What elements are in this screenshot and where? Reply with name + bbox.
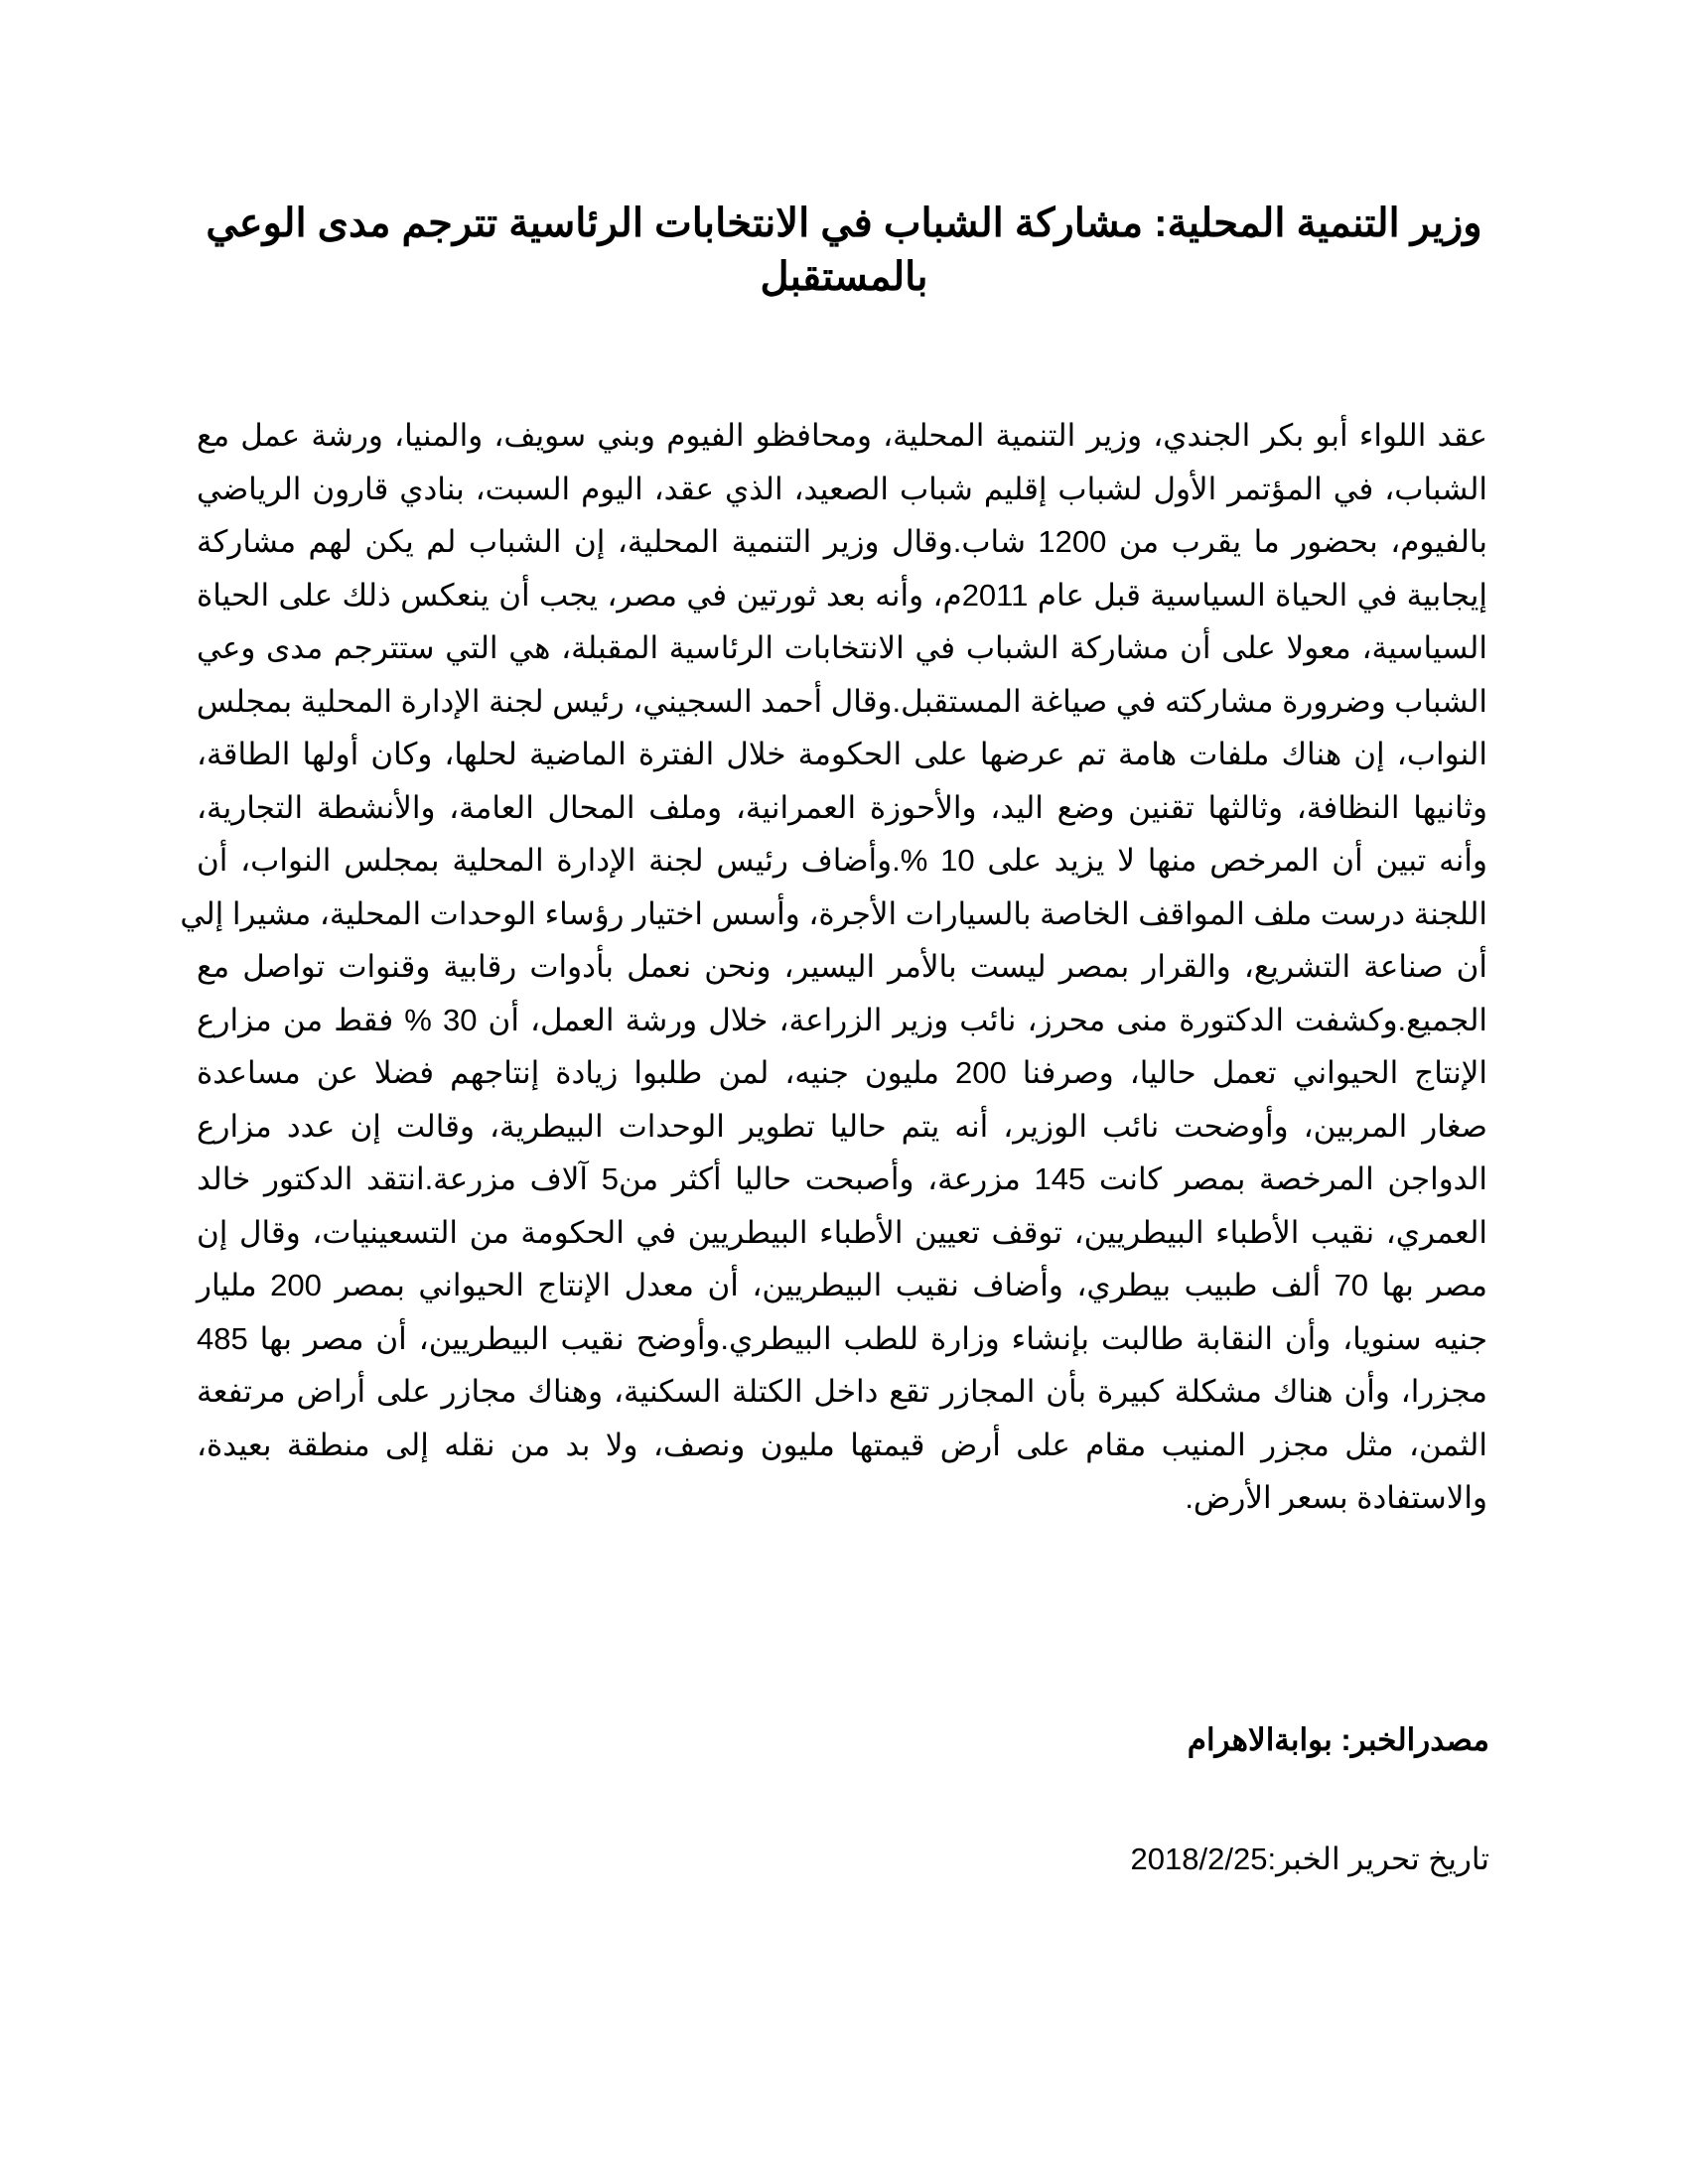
body-line: الشباب، في المؤتمر الأول لشباب إقليم شباب الصعيد، الذي عقد، اليوم السبت، بنادي قارون الرياضي [197, 471, 1487, 506]
body-line: إيجابية في الحياة السياسية قبل عام 2011م، وأنه بعد ثورتين في مصر، يجب أن ينعكس ذلك على الحياة [197, 577, 1487, 613]
body-line: السياسية، معولا على أن مشاركة الشباب في الانتخابات الرئاسية المقبلة، هي التي ستترجم مدى وعي [197, 630, 1487, 665]
body-line: صغار المربين، وأوضحت نائب الوزير، أنه يتم حاليا تطوير الوحدات البيطرية، وقالت إن عدد مزارع [197, 1108, 1487, 1144]
body-line: والاستفادة بسعر الأرض. [1185, 1480, 1487, 1515]
body-line: وأنه تبين أن المرخص منها لا يزيد على 10 %.وأضاف رئيس لجنة الإدارة المحلية بمجلس النواب، أن [197, 843, 1487, 878]
body-line: أن صناعة التشريع، والقرار بمصر ليست بالأمر اليسير، ونحن نعمل بأدوات رقابية وقنوات تواصل مع [197, 949, 1487, 984]
body-line: بالفيوم، بحضور ما يقرب من 1200 شاب.وقال وزير التنمية المحلية، إن الشباب لم يكن لهم مشاركة [197, 524, 1487, 559]
body-line: العمري، نقيب الأطباء البيطريين، توقف تعيين الأطباء البيطريين في الحكومة من التسعينيات، وقال إن [197, 1214, 1487, 1250]
body-line: الدواجن المرخصة بمصر كانت 145 مزرعة، وأصبحت حاليا أكثر من5 آلاف مزرعة.انتقد الدكتور خالد [197, 1161, 1488, 1196]
body-line: الثمن، مثل مجزر المنيب مقام على أرض قيمتها مليون ونصف، ولا بد من نقله إلى منطقة بعيدة، [197, 1427, 1487, 1462]
body-line: اللجنة درست ملف المواقف الخاصة بالسيارات الأجرة، وأسس اختيار رؤساء الوحدات المحلية، مشيرا إلي [180, 895, 1487, 931]
news-source: مصدرالخبر: بوابةالاهرام [1187, 1722, 1489, 1757]
body-line: مصر بها 70 ألف طبيب بيطري، وأضاف نقيب البيطريين، أن معدل الإنتاج الحيواني بمصر 200 مليار [197, 1268, 1487, 1302]
body-line: النواب، إن هناك ملفات هامة تم عرضها على الحكومة خلال الفترة الماضية لحلها، وكان أولها الطاقة، [197, 737, 1487, 771]
article-title: وزير التنمية المحلية: مشاركة الشباب في الانتخابات الرئاسية تترجم مدى الوعي بالمستقبل [206, 202, 1482, 299]
body-line: مجزرا، وأن هناك مشكلة كبيرة بأن المجازر تقع داخل الكتلة السكنية، وهناك مجازر على أراض مرتفعة [197, 1374, 1487, 1409]
article-body [180, 409, 1488, 1525]
body-line: جنيه سنويا، وأن النقابة طالبت بإنشاء وزارة للطب البيطري.وأوضح نقيب البيطريين، أن مصر بها 485 [197, 1320, 1487, 1356]
body-line: عقد اللواء أبو بكر الجندي، وزير التنمية المحلية، ومحافظو الفيوم وبني سويف، والمنيا، ورشة عمل مع [197, 418, 1487, 453]
body-line: الجميع.وكشفت الدكتورة منى محرز، نائب وزير الزراعة، خلال ورشة العمل، أن 30 % فقط من مزارع [197, 1002, 1488, 1037]
body-line: الإنتاج الحيواني تعمل حاليا، وصرفنا 200 مليون جنيه، لمن طلبوا زيادة إنتاجهم فضلا عن مساعدة [197, 1055, 1488, 1090]
edit-date: تاريخ تحرير الخبر:2018/2/25 [1130, 1842, 1489, 1876]
body-line: الشباب وضرورة مشاركته في صياغة المستقبل.وقال أحمد السجيني، رئيس لجنة الإدارة المحلية بمجلس [196, 683, 1487, 719]
body-line: وثانيها النظافة، وثالثها تقنين وضع اليد، والأحوزة العمرانية، وملف المحال العامة، والأنشطة التجارية، [197, 789, 1487, 825]
